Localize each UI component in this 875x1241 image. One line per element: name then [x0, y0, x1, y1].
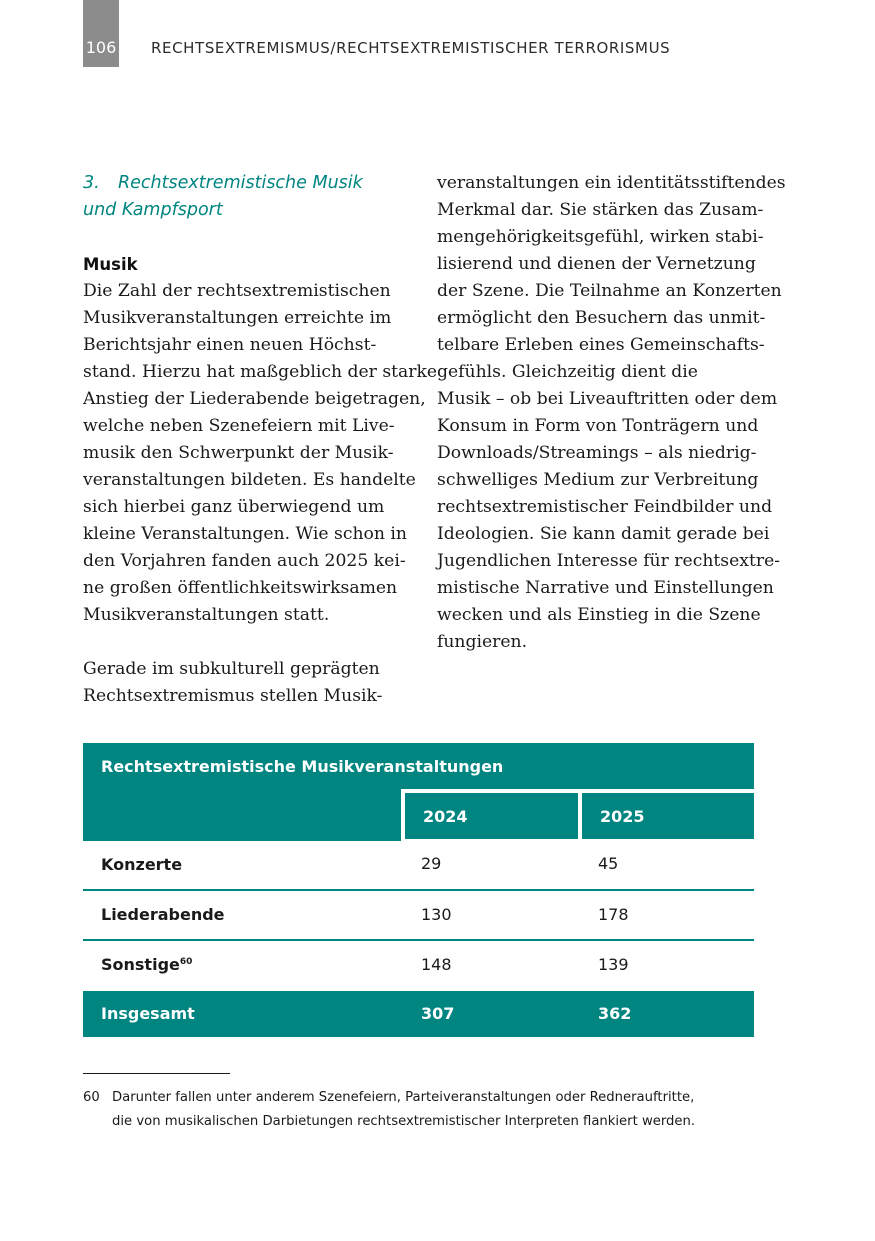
text-line: kleine Veranstaltungen. Wie schon in: [83, 524, 407, 544]
text-line: den Vorjahren fanden auch 2025 kei-: [83, 551, 406, 571]
cell-value: 29: [403, 839, 580, 890]
page-number-tab: [83, 0, 119, 67]
row-label-konzerte: Konzerte: [83, 839, 403, 890]
footnote-number: 60: [83, 1090, 100, 1105]
text-line: Rechtsextremismus stellen Musik-: [83, 686, 383, 706]
section-number: 3.: [83, 173, 100, 193]
row-label-sonstige: [83, 940, 403, 990]
table-row: [83, 940, 754, 990]
text-line: veranstaltungen ein identitätsstiftendes: [437, 173, 786, 193]
section-heading: [83, 170, 413, 224]
text-line: telbare Erleben eines Gemeinschafts-: [437, 335, 765, 355]
text-line: Musik – ob bei Liveauftritten oder dem: [437, 389, 778, 409]
text-line: Downloads/Streamings – als niedrig-: [437, 443, 757, 463]
left-column: [83, 170, 438, 710]
footnote-reference: 60: [179, 957, 193, 967]
text-line: sich hierbei ganz überwiegend um: [83, 497, 385, 517]
text-line: Jugendlichen Interesse für rechtsextre-: [437, 551, 781, 571]
row-label-text: Sonstige: [101, 955, 180, 974]
text-line: gefühls. Gleichzeitig dient die: [437, 362, 698, 382]
text-line: Berichtsjahr einen neuen Höchst-: [83, 335, 377, 355]
cell-value: 148: [421, 955, 452, 974]
cell-value: 139: [598, 955, 629, 974]
table-total-row: [83, 990, 754, 1037]
table-header-2025: 2025: [580, 791, 754, 839]
text-line: Merkmal dar. Sie stärken das Zusam-: [437, 200, 764, 220]
text-line: Musikveranstaltungen statt.: [83, 605, 330, 625]
right-column: [437, 170, 786, 656]
running-header: RECHTSEXTREMISMUS/RECHTSEXTREMISTISCHER TERRORISMUS: [151, 39, 671, 57]
text-line: wecken und als Einstieg in die Szene: [437, 605, 761, 625]
text-line: schwelliges Medium zur Verbreitung: [437, 470, 759, 490]
text-line: stand. Hierzu hat maßgeblich der starke: [83, 362, 438, 382]
music-events-table: [83, 743, 754, 1037]
text-line: Konsum in Form von Tonträgern und: [437, 416, 759, 436]
footnote-line1: Darunter fallen unter anderem Szenefeiern, Parteiveranstaltungen oder Rednerauftritte,: [112, 1090, 695, 1105]
text-line: veranstaltungen bildeten. Es handelte: [83, 470, 416, 490]
text-line: Die Zahl der rechtsextremistischen: [83, 281, 391, 301]
total-value: 307: [403, 990, 580, 1037]
text-line: welche neben Szenefeiern mit Live-: [83, 416, 395, 436]
cell-value: 178: [580, 890, 754, 940]
page-number: 106: [85, 38, 117, 57]
table-header-2024: 2024: [403, 791, 580, 839]
table-title: Rechtsextremistische Musikveranstaltungen: [83, 743, 754, 791]
left-paragraph-2: [83, 656, 413, 710]
cell-value: 45: [580, 839, 754, 890]
cell-value: 130: [403, 890, 580, 940]
text-line: fungieren.: [437, 632, 528, 652]
total-value: 362: [580, 990, 754, 1037]
text-line: ermöglicht den Besuchern das unmit-: [437, 308, 766, 328]
text-line: lisierend und dienen der Vernetzung: [437, 254, 756, 274]
text-line: rechtsextremistischer Feindbilder und: [437, 497, 773, 517]
text-line: mengehörigkeitsgefühl, wirken stabi-: [437, 227, 764, 247]
row-label-liederabende: Liederabende: [83, 890, 403, 940]
footnote: [83, 1086, 695, 1134]
text-line: Musikveranstaltungen erreichte im: [83, 308, 392, 328]
text-line: Anstieg der Liederabende beigetragen,: [83, 389, 426, 409]
total-label: Insgesamt: [83, 990, 403, 1037]
text-line: Gerade im subkulturell geprägten: [83, 659, 380, 679]
section-title-line2: und Kampfsport: [83, 200, 223, 220]
footnote-line2: die von musikalischen Darbietungen rechtsextremistischer Interpreten flankiert werden.: [112, 1114, 696, 1129]
text-line: musik den Schwerpunkt der Musik-: [83, 443, 394, 463]
table-row: [83, 839, 754, 890]
section-title-line1: Rechtsextremistische Musik: [118, 173, 363, 193]
left-paragraph-1: [83, 278, 438, 629]
text-line: ne großen öffentlichkeitswirksamen: [83, 578, 398, 598]
table-row: [83, 890, 754, 940]
table-header-blank: [83, 791, 403, 839]
subheading-musik: Musik: [83, 255, 138, 274]
text-line: Ideologien. Sie kann damit gerade bei: [437, 524, 770, 544]
footnote-divider: [83, 1073, 230, 1074]
text-line: mistische Narrative und Einstellungen: [437, 578, 774, 598]
right-paragraph: [437, 170, 786, 656]
text-line: der Szene. Die Teilnahme an Konzerten: [437, 281, 782, 301]
